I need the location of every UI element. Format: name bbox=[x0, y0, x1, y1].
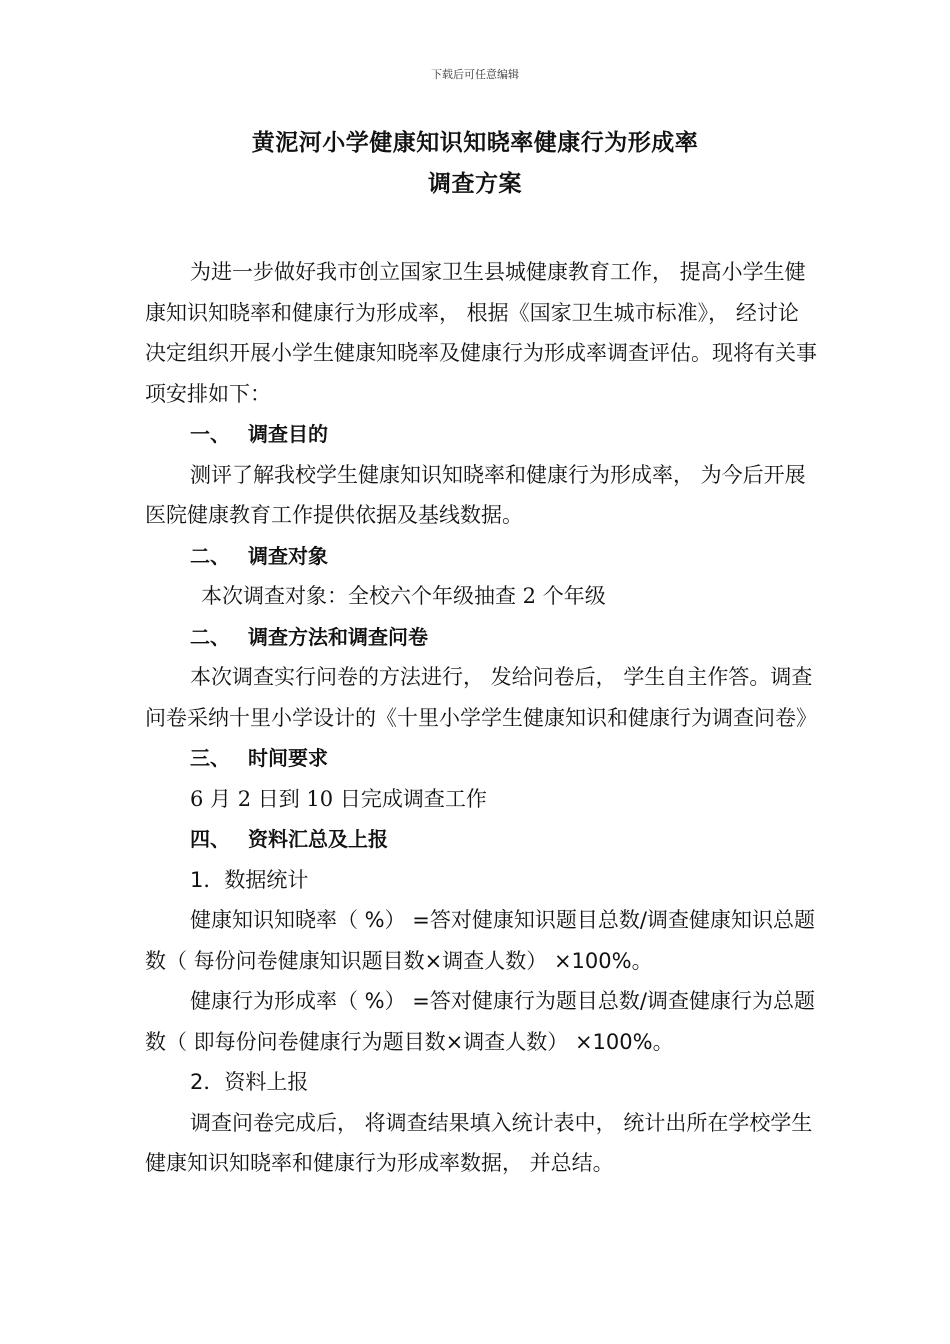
document-subtitle: 调查方案 bbox=[428, 171, 522, 197]
section-text-purpose: 测评了解我校学生健康知识知晓率和健康行为形成率， 为今后开展医院健康教育工作提供依据及基线数据。 bbox=[145, 462, 806, 527]
report-paragraph: 调查问卷完成后， 将调查结果填入统计表中， 统计出所在学校学生健康知识知晓率和健康行为形成率数据， 并总结。 bbox=[145, 1110, 813, 1175]
section-title: 资料汇总及上报 bbox=[248, 827, 388, 851]
subsection-data-statistics: 1．数据统计 bbox=[190, 867, 309, 892]
section-text-method: 本次调查实行问卷的方法进行， 发给问卷后， 学生自主作答。调查问卷采纳十里小学设计的《十里小学学生健康知识和健康行为调查问卷》 bbox=[145, 665, 817, 730]
subsection-data-report: 2．资料上报 bbox=[190, 1070, 309, 1094]
document-body bbox=[145, 252, 817, 1184]
section-title: 调查目的 bbox=[248, 422, 328, 446]
section-number: 二、 bbox=[190, 543, 230, 568]
formula-behavior-rate: 健康行为形成率（ %） =答对健康行为题目总数/调查健康行为总题数（ 即每份问卷健康行为题目数×调查人数） ×100%。 bbox=[145, 989, 815, 1054]
header-note: 下载后可任意编辑 bbox=[431, 68, 519, 81]
section-heading-purpose bbox=[145, 414, 817, 455]
section-number: 二、 bbox=[190, 624, 230, 649]
section-number: 三、 bbox=[190, 746, 230, 770]
section-title: 调查方法和调查问卷 bbox=[248, 624, 428, 649]
section-heading-method bbox=[145, 617, 817, 658]
section-heading-report bbox=[145, 819, 817, 860]
document-title: 黄泥河小学健康知识知晓率健康行为形成率 bbox=[251, 130, 699, 156]
section-heading-subjects bbox=[145, 536, 817, 577]
section-text-schedule: 6 月 2 日到 10 日完成调查工作 bbox=[190, 786, 487, 811]
section-title: 调查对象 bbox=[248, 543, 328, 568]
section-number: 一、 bbox=[190, 422, 230, 446]
section-title: 时间要求 bbox=[248, 746, 328, 770]
formula-knowledge-rate: 健康知识知晓率（ %） =答对健康知识题目总数/调查健康知识总题数（ 每份问卷健康知识题目数×调查人数） ×100%。 bbox=[145, 908, 815, 973]
intro-paragraph: 为进一步做好我市创立国家卫生县城健康教育工作， 提高小学生健康知识知晓率和健康行为形成率， 根据《国家卫生城市标准》， 经讨论决定组织开展小学生健康知晓率及健康行为形成率调查评估。现将有关事项安排如下： bbox=[145, 260, 817, 406]
section-number: 四、 bbox=[190, 827, 230, 851]
section-heading-schedule bbox=[145, 738, 817, 779]
section-text-subjects: 本次调查对象：全校六个年级抽查 2 个年级 bbox=[201, 584, 606, 608]
